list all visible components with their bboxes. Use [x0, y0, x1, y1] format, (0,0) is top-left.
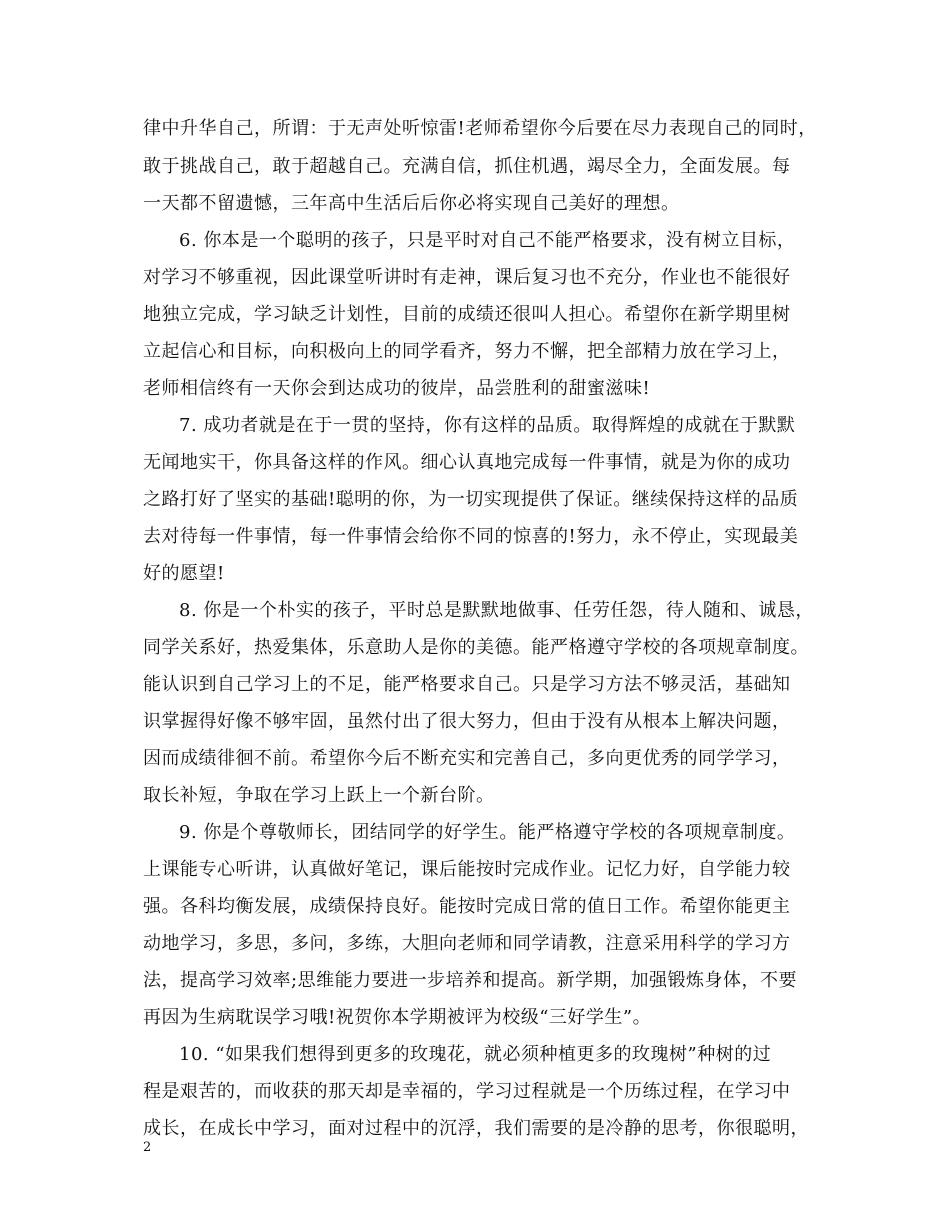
text-line: 程是艰苦的，而收获的那天却是幸福的，学习过程就是一个历练过程，在学习中 [143, 1081, 791, 1102]
text-line: 成长，在成长中学习，面对过程中的沉浮，我们需要的是冷静的思考，你很聪明， [143, 1118, 809, 1139]
text-line: 7. 成功者就是在于一贯的坚持，你有这样的品质。取得辉煌的成就在于默默 [179, 415, 796, 436]
text-line: 再因为生病耽误学习哦!祝贺你本学期被评为校级“三好学生”。 [143, 1007, 652, 1028]
text-line: 8. 你是一个朴实的孩子，平时总是默默地做事、任劳任怨，待人随和、诚恳， [179, 600, 814, 621]
text-line: 6. 你本是一个聪明的孩子，只是平时对自己不能严格要求，没有树立目标， [179, 230, 796, 251]
text-line: 老师相信终有一天你会到达成功的彼岸，品尝胜利的甜蜜滋味! [143, 378, 651, 399]
text-line: 地独立完成，学习缺乏计划性，目前的成绩还很叫人担心。希望你在新学期里树 [143, 304, 791, 325]
text-line: 强。各科均衡发展，成绩保持良好。能按时完成日常的值日工作。希望你能更主 [143, 896, 791, 917]
text-line: 法，提高学习效率;思维能力要进一步培养和提高。新学期，加强锻炼身体，不要 [143, 970, 798, 991]
text-line: 无闻地实干，你具备这样的作风。细心认真地完成每一件事情，就是为你的成功 [143, 452, 791, 473]
text-line: 一天都不留遗憾，三年高中生活后后你必将实现自己美好的理想。 [143, 193, 680, 214]
text-line: 立起信心和目标，向积极向上的同学看齐，努力不懈，把全部精力放在学习上， [143, 341, 791, 362]
text-line: 10. “如果我们想得到更多的玫瑰花，就必须种植更多的玫瑰树”种树的过 [179, 1044, 772, 1065]
text-line: 之路打好了坚实的基础!聪明的你，为一切实现提供了保证。继续保持这样的品质 [143, 489, 799, 510]
text-line: 好的愿望! [143, 563, 225, 584]
text-line: 因而成绩徘徊不前。希望你今后不断充实和完善自己，多向更优秀的同学学习， [143, 748, 791, 769]
text-line: 对学习不够重视，因此课堂听讲时有走神，课后复习也不充分，作业也不能很好 [143, 267, 791, 288]
text-line: 动地学习，多思，多问，多练，大胆向老师和同学请教，注意采用科学的学习方 [143, 933, 791, 954]
text-line: 去对待每一件事情，每一件事情会给你不同的惊喜的!努力，永不停止，实现最美 [143, 526, 799, 547]
text-line: 取长补短，争取在学习上跃上一个新台阶。 [143, 785, 495, 806]
text-line: 能认识到自己学习上的不足，能严格要求自己。只是学习方法不够灵活，基础知 [143, 674, 791, 695]
text-line: 识掌握得好像不够牢固，虽然付出了很大努力，但由于没有从根本上解决问题， [143, 711, 791, 732]
text-line: 9. 你是个尊敬师长，团结同学的好学生。能严格遵守学校的各项规章制度。 [179, 822, 796, 843]
text-line: 律中升华自己，所谓：于无声处听惊雷!老师希望你今后要在尽力表现自己的同时， [143, 118, 817, 139]
text-line: 敢于挑战自己，敢于超越自己。充满自信，抓住机遇，竭尽全力，全面发展。每 [143, 156, 791, 177]
text-line: 同学关系好，热爱集体，乐意助人是你的美德。能严格遵守学校的各项规章制度。 [143, 637, 809, 658]
page-number: 2 [143, 1140, 152, 1155]
text-line: 上课能专心听讲，认真做好笔记，课后能按时完成作业。记忆力好，自学能力较 [143, 859, 791, 880]
